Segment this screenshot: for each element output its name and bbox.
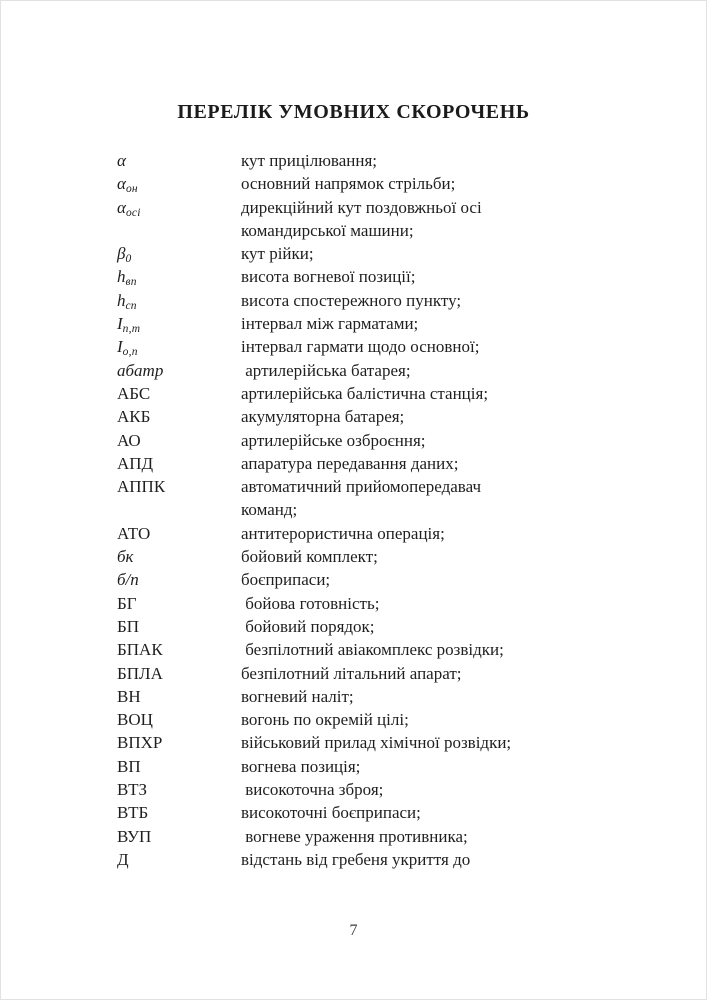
abbrev-term: ВУП xyxy=(117,826,152,846)
abbrev-description: інтервал між гарматами; xyxy=(241,314,419,334)
abbrev-term: $I_{o,n}$ xyxy=(117,337,138,359)
abbrev-row xyxy=(117,568,677,591)
abbrev-row xyxy=(117,382,677,405)
abbrev-description: військовий прилад хімічної розвідки; xyxy=(241,733,512,753)
abbrev-description: інтервал гармати щодо основної; xyxy=(241,337,480,357)
abbrev-term: АБС xyxy=(117,383,151,403)
abbrev-description: високоточна зброя; xyxy=(241,780,384,800)
abbrev-row xyxy=(117,708,677,731)
abbrev-description: вогневе ураження противника; xyxy=(241,826,468,846)
abbrev-row xyxy=(117,825,677,848)
abbrev-description: кут прицілювання; xyxy=(241,151,377,170)
page-title: ПЕРЕЛІК УМОВНИХ СКОРОЧЕНЬ xyxy=(177,101,530,123)
abbrev-row xyxy=(117,475,677,522)
abbrev-row xyxy=(117,778,677,801)
abbrev-row xyxy=(117,755,677,778)
abbrev-term: АКБ xyxy=(117,407,151,427)
abbrev-description: апаратура передавання даних; xyxy=(241,453,459,473)
abbrev-term: БПАК xyxy=(117,640,163,660)
abbrev-description: боєприпаси; xyxy=(241,570,331,590)
abbrev-term: БПЛА xyxy=(117,663,163,683)
abbrev-term: ВТЗ xyxy=(117,780,148,800)
abbrev-description: основний напрямок стрільби; xyxy=(241,174,456,194)
abbrev-row xyxy=(117,359,677,382)
abbrev-term: $\alpha_{он}$ xyxy=(117,174,138,196)
abbrev-term: $h_{сп}$ xyxy=(117,290,137,312)
abbrev-term: АППК xyxy=(117,477,166,497)
abbrev-row xyxy=(117,685,677,708)
abbrev-description: кут рійки; xyxy=(241,244,314,264)
abbrev-description: безпілотний авіакомплекс розвідки; xyxy=(241,640,504,660)
abbrev-term: АПД xyxy=(117,453,154,473)
abbrev-term: $h_{вп}$ xyxy=(117,267,137,289)
abbrev-row xyxy=(117,265,677,288)
abbrev-description: артилерійська балістична станція; xyxy=(241,383,489,403)
abbrev-row xyxy=(117,848,677,871)
abbrev-description: бойова готовність; xyxy=(241,593,380,613)
abbrev-description: бойовий комплект; xyxy=(241,547,378,567)
abbrev-description: безпілотний літальний апарат; xyxy=(241,663,462,683)
abbrev-term: $\alpha_{осі}$ xyxy=(117,197,141,219)
abbrev-term: ВП xyxy=(117,756,141,776)
abbrev-term: ВН xyxy=(117,686,141,706)
abbrev-row xyxy=(117,172,677,195)
abbrev-row xyxy=(117,592,677,615)
abbrev-row xyxy=(117,149,677,172)
abbrev-description: вогневий наліт; xyxy=(241,686,354,706)
abbrev-row xyxy=(117,638,677,661)
abbrev-description: бойовий порядок; xyxy=(241,616,375,636)
abbrev-description: дирекційний кут поздовжньої осі командирської машини; xyxy=(241,197,482,240)
abbrev-row xyxy=(117,731,677,754)
abbrev-row xyxy=(117,196,677,243)
abbrev-description: високоточні боєприпаси; xyxy=(241,803,421,823)
abbrev-row xyxy=(117,452,677,475)
abbrev-description: вогнева позиція; xyxy=(241,756,361,776)
abbrev-row xyxy=(117,545,677,568)
abbrev-row xyxy=(117,801,677,824)
abbrev-row xyxy=(117,242,677,265)
abbrev-row xyxy=(117,522,677,545)
abbrev-row xyxy=(117,405,677,428)
abbrev-term: Д xyxy=(117,849,129,869)
abbrev-description: артилерійське озброєння; xyxy=(241,430,426,450)
abbrev-term: ВТБ xyxy=(117,803,149,823)
abbrev-description: антитерористична операція; xyxy=(241,523,445,543)
abbrev-term: ВПХР xyxy=(117,733,163,753)
page-number: 7 xyxy=(349,922,358,939)
abbrev-description: висота вогневої позиції; xyxy=(241,267,416,287)
abbrev-term: АО xyxy=(117,430,141,450)
abbrev-description: артилерійська батарея; xyxy=(241,360,411,380)
abbrev-term: БП xyxy=(117,616,140,636)
abbrev-term: БГ xyxy=(117,593,137,613)
abbrev-term: АТО xyxy=(117,523,151,543)
abbreviations-list xyxy=(117,149,677,871)
abbrev-description: висота спостережного пункту; xyxy=(241,290,462,310)
abbrev-row xyxy=(117,312,677,335)
abbrev-description: відстань від гребеня укриття до xyxy=(241,849,471,869)
abbrev-term: ВОЦ xyxy=(117,710,153,730)
abbrev-description: вогонь по окремій цілі; xyxy=(241,710,409,730)
abbrev-term: бк xyxy=(117,547,134,567)
abbrev-row xyxy=(117,615,677,638)
abbrev-term: $\beta_0$ xyxy=(117,244,132,266)
abbrev-row xyxy=(117,429,677,452)
abbrev-description: автоматичний прийомопередавач команд; xyxy=(241,477,482,520)
abbrev-description: акумуляторна батарея; xyxy=(241,407,405,427)
abbrev-row xyxy=(117,289,677,312)
abbrev-row xyxy=(117,662,677,685)
abbrev-row xyxy=(117,335,677,358)
abbrev-term: α xyxy=(117,151,126,170)
abbrev-term: абатр xyxy=(117,360,164,380)
abbrev-term: $I_{n,m}$ xyxy=(117,314,141,336)
abbrev-term: б/п xyxy=(117,570,139,590)
